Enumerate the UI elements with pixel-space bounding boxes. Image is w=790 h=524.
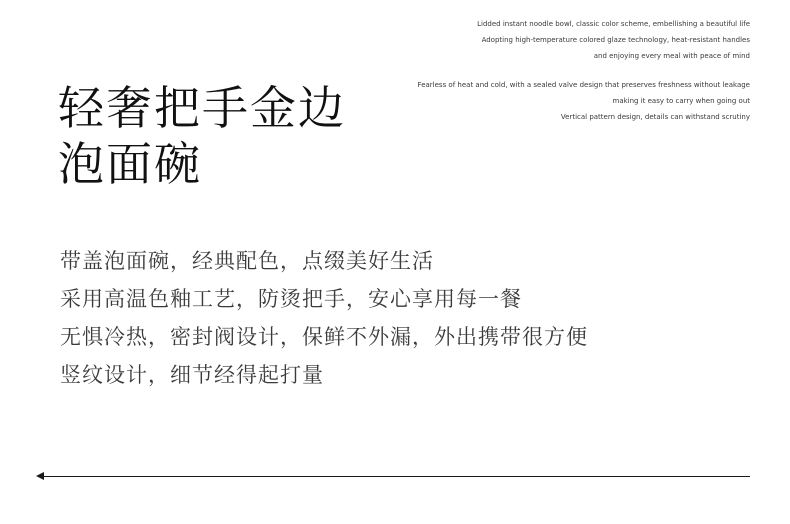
english-line: and enjoying every meal with peace of mind bbox=[593, 52, 750, 60]
page-title bbox=[58, 80, 346, 192]
title-line-2: 泡面碗 bbox=[58, 137, 202, 191]
english-description-top bbox=[477, 16, 750, 64]
english-description-middle bbox=[418, 77, 750, 125]
feature-line: 竖纹设计，细节经得起打量 bbox=[60, 363, 324, 387]
feature-line: 无惧冷热，密封阀设计，保鲜不外漏，外出携带很方便 bbox=[60, 325, 588, 349]
title-line-1: 轻奢把手金边 bbox=[58, 81, 346, 135]
feature-line: 带盖泡面碗，经典配色，点缀美好生活 bbox=[60, 249, 434, 273]
english-line: Adopting high-temperature colored glaze technology, heat-resistant handles bbox=[481, 36, 750, 44]
feature-list bbox=[60, 242, 588, 394]
english-line: making it easy to carry when going out bbox=[612, 97, 750, 105]
divider-line bbox=[38, 476, 750, 477]
feature-line: 采用高温色釉工艺，防烫把手，安心享用每一餐 bbox=[60, 287, 522, 311]
english-line: Vertical pattern design, details can withstand scrutiny bbox=[560, 113, 750, 121]
english-line: Lidded instant noodle bowl, classic color scheme, embellishing a beautiful life bbox=[477, 20, 750, 28]
arrow-left-icon bbox=[36, 472, 44, 480]
english-line: Fearless of heat and cold, with a sealed valve design that preserves freshness without leakage bbox=[417, 81, 750, 89]
